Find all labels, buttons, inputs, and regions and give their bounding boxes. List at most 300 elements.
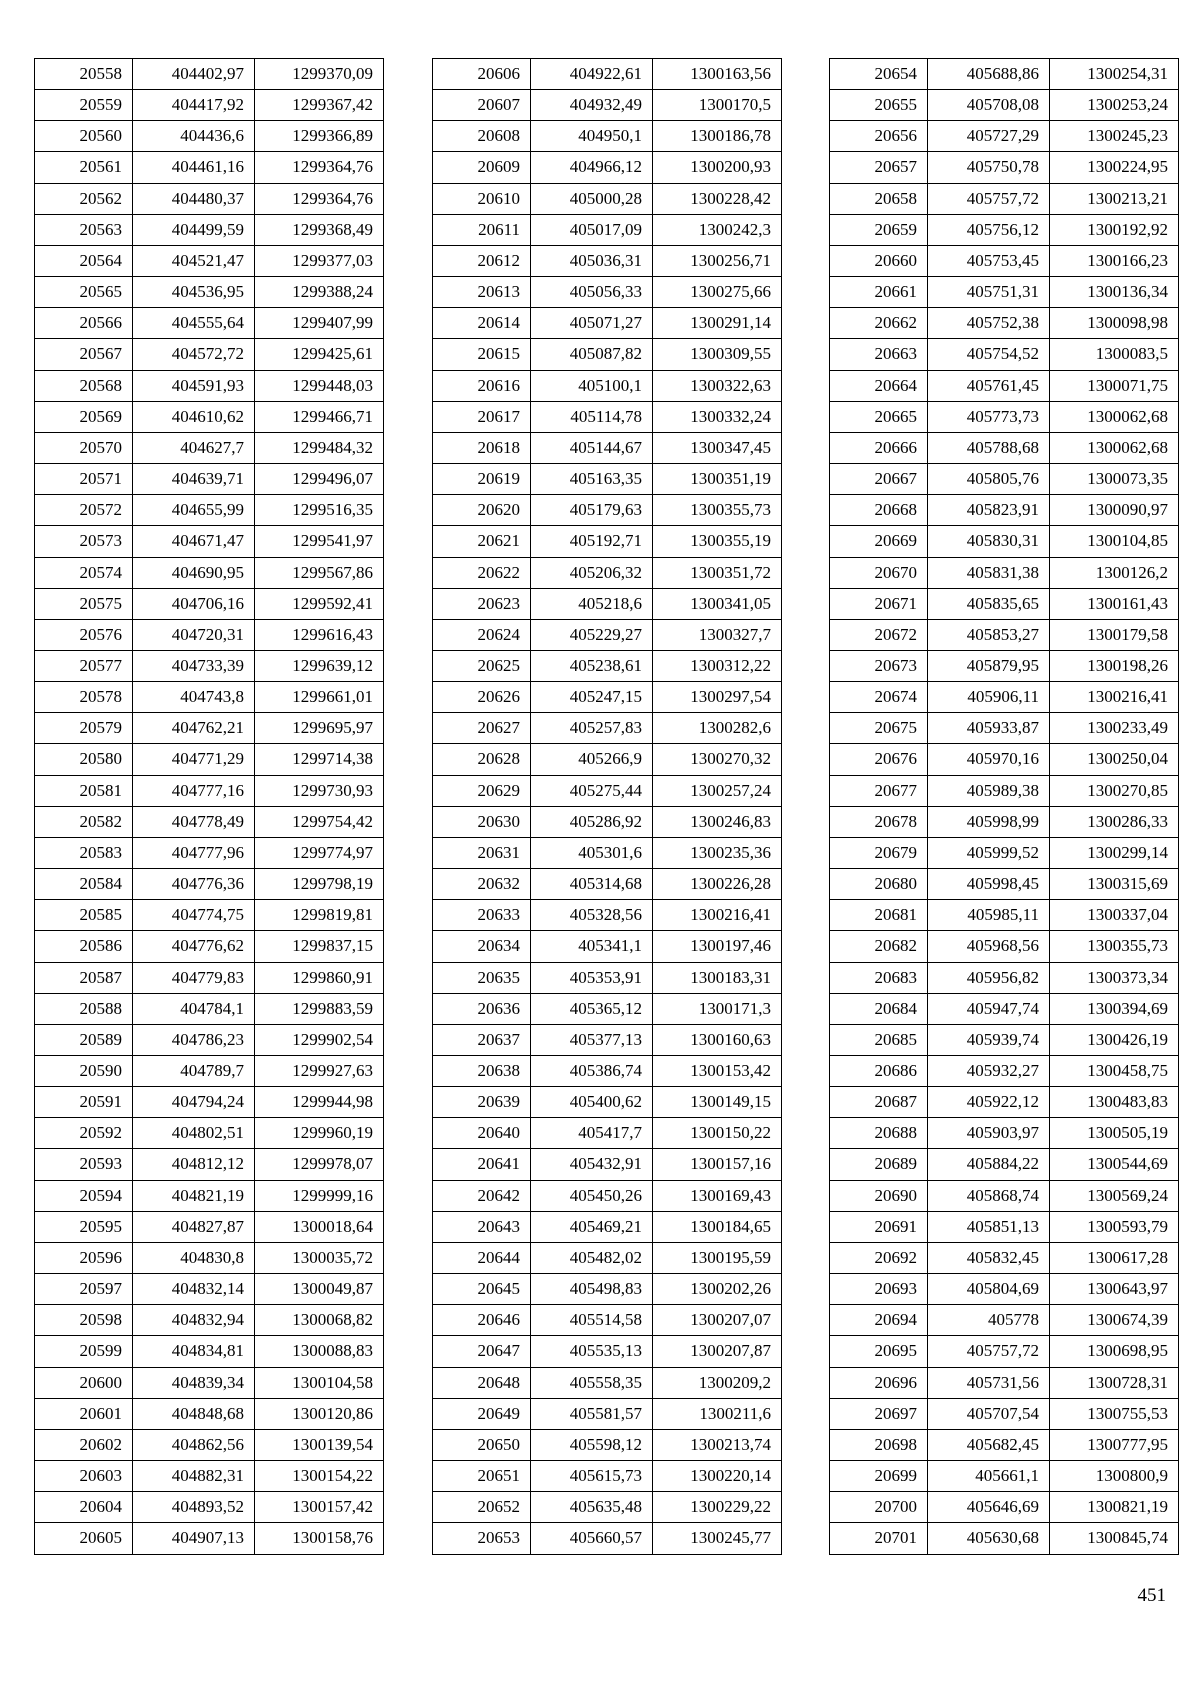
y-coordinate-cell: 1300617,28 — [1050, 1242, 1179, 1273]
y-coordinate-cell: 1299407,99 — [255, 308, 384, 339]
y-coordinate-cell: 1300192,92 — [1050, 214, 1179, 245]
x-coordinate-cell: 405635,48 — [531, 1492, 653, 1523]
x-coordinate-cell: 404882,31 — [133, 1461, 255, 1492]
table-row — [433, 1367, 782, 1398]
point-number-cell: 20610 — [433, 183, 531, 214]
x-coordinate-cell: 405144,67 — [531, 432, 653, 463]
x-coordinate-cell: 405514,58 — [531, 1305, 653, 1336]
x-coordinate-cell: 405707,54 — [928, 1398, 1050, 1429]
x-coordinate-cell: 404591,93 — [133, 370, 255, 401]
y-coordinate-cell: 1300104,85 — [1050, 526, 1179, 557]
point-number-cell: 20653 — [433, 1523, 531, 1554]
y-coordinate-cell: 1299484,32 — [255, 432, 384, 463]
point-number-cell: 20567 — [35, 339, 133, 370]
table-row — [35, 214, 384, 245]
table-row — [830, 1274, 1179, 1305]
point-number-cell: 20669 — [830, 526, 928, 557]
y-coordinate-cell: 1300160,63 — [653, 1024, 782, 1055]
x-coordinate-cell: 404776,62 — [133, 931, 255, 962]
y-coordinate-cell: 1300149,15 — [653, 1087, 782, 1118]
x-coordinate-cell: 405753,45 — [928, 245, 1050, 276]
y-coordinate-cell: 1300643,97 — [1050, 1274, 1179, 1305]
y-coordinate-cell: 1299837,15 — [255, 931, 384, 962]
x-coordinate-cell: 404789,7 — [133, 1056, 255, 1087]
y-coordinate-cell: 1300322,63 — [653, 370, 782, 401]
point-number-cell: 20602 — [35, 1429, 133, 1460]
x-coordinate-cell: 404627,7 — [133, 432, 255, 463]
table-row — [35, 962, 384, 993]
table-row — [830, 432, 1179, 463]
y-coordinate-cell: 1300216,41 — [1050, 682, 1179, 713]
y-coordinate-cell: 1300458,75 — [1050, 1056, 1179, 1087]
y-coordinate-cell: 1300073,35 — [1050, 464, 1179, 495]
coordinates-table-3 — [829, 58, 1179, 1555]
x-coordinate-cell: 404402,97 — [133, 59, 255, 90]
x-coordinate-cell: 405630,68 — [928, 1523, 1050, 1554]
point-number-cell: 20565 — [35, 277, 133, 308]
point-number-cell: 20573 — [35, 526, 133, 557]
point-number-cell: 20588 — [35, 993, 133, 1024]
table-row — [433, 1087, 782, 1118]
table-row — [830, 1180, 1179, 1211]
table-row — [35, 1461, 384, 1492]
y-coordinate-cell: 1300426,19 — [1050, 1024, 1179, 1055]
point-number-cell: 20594 — [35, 1180, 133, 1211]
point-number-cell: 20632 — [433, 869, 531, 900]
y-coordinate-cell: 1300049,87 — [255, 1274, 384, 1305]
point-number-cell: 20601 — [35, 1398, 133, 1429]
table-row — [35, 90, 384, 121]
point-number-cell: 20616 — [433, 370, 531, 401]
table-row — [35, 370, 384, 401]
x-coordinate-cell: 405646,69 — [928, 1492, 1050, 1523]
y-coordinate-cell: 1300018,64 — [255, 1211, 384, 1242]
x-coordinate-cell: 404417,92 — [133, 90, 255, 121]
table-row — [433, 90, 782, 121]
table-row — [35, 744, 384, 775]
point-number-cell: 20583 — [35, 837, 133, 868]
point-number-cell: 20640 — [433, 1118, 531, 1149]
y-coordinate-cell: 1300777,95 — [1050, 1429, 1179, 1460]
point-number-cell: 20642 — [433, 1180, 531, 1211]
point-number-cell: 20613 — [433, 277, 531, 308]
x-coordinate-cell: 405000,28 — [531, 183, 653, 214]
coordinates-table-1 — [34, 58, 384, 1555]
y-coordinate-cell: 1300202,26 — [653, 1274, 782, 1305]
x-coordinate-cell: 404827,87 — [133, 1211, 255, 1242]
point-number-cell: 20646 — [433, 1305, 531, 1336]
table-row — [830, 806, 1179, 837]
point-number-cell: 20580 — [35, 744, 133, 775]
table-row — [830, 993, 1179, 1024]
point-number-cell: 20626 — [433, 682, 531, 713]
y-coordinate-cell: 1300315,69 — [1050, 869, 1179, 900]
y-coordinate-cell: 1300355,73 — [653, 495, 782, 526]
point-number-cell: 20654 — [830, 59, 928, 90]
y-coordinate-cell: 1300309,55 — [653, 339, 782, 370]
point-number-cell: 20603 — [35, 1461, 133, 1492]
x-coordinate-cell: 405823,91 — [928, 495, 1050, 526]
y-coordinate-cell: 1299714,38 — [255, 744, 384, 775]
y-coordinate-cell: 1300169,43 — [653, 1180, 782, 1211]
table-row — [433, 806, 782, 837]
table-row — [35, 1429, 384, 1460]
x-coordinate-cell: 405247,15 — [531, 682, 653, 713]
point-number-cell: 20684 — [830, 993, 928, 1024]
table-row — [433, 308, 782, 339]
x-coordinate-cell: 404821,19 — [133, 1180, 255, 1211]
x-coordinate-cell: 405114,78 — [531, 401, 653, 432]
point-number-cell: 20683 — [830, 962, 928, 993]
x-coordinate-cell: 404812,12 — [133, 1149, 255, 1180]
x-coordinate-cell: 405266,9 — [531, 744, 653, 775]
x-coordinate-cell: 404771,29 — [133, 744, 255, 775]
x-coordinate-cell: 404779,83 — [133, 962, 255, 993]
x-coordinate-cell: 404572,72 — [133, 339, 255, 370]
y-coordinate-cell: 1300297,54 — [653, 682, 782, 713]
y-coordinate-cell: 1299388,24 — [255, 277, 384, 308]
table-row — [35, 1242, 384, 1273]
x-coordinate-cell: 405922,12 — [928, 1087, 1050, 1118]
x-coordinate-cell: 405100,1 — [531, 370, 653, 401]
point-number-cell: 20577 — [35, 650, 133, 681]
point-number-cell: 20620 — [433, 495, 531, 526]
table-row — [35, 245, 384, 276]
table-row — [433, 837, 782, 868]
y-coordinate-cell: 1300253,24 — [1050, 90, 1179, 121]
table-row — [830, 837, 1179, 868]
y-coordinate-cell: 1299860,91 — [255, 962, 384, 993]
point-number-cell: 20696 — [830, 1367, 928, 1398]
table-row — [433, 1492, 782, 1523]
y-coordinate-cell: 1300183,31 — [653, 962, 782, 993]
x-coordinate-cell: 405968,56 — [928, 931, 1050, 962]
point-number-cell: 20574 — [35, 557, 133, 588]
x-coordinate-cell: 404536,95 — [133, 277, 255, 308]
table-row — [830, 1118, 1179, 1149]
table-row — [35, 588, 384, 619]
y-coordinate-cell: 1300062,68 — [1050, 432, 1179, 463]
y-coordinate-cell: 1299616,43 — [255, 619, 384, 650]
table-row — [830, 1523, 1179, 1554]
x-coordinate-cell: 405832,45 — [928, 1242, 1050, 1273]
y-coordinate-cell: 1299730,93 — [255, 775, 384, 806]
x-coordinate-cell: 405087,82 — [531, 339, 653, 370]
x-coordinate-cell: 405688,86 — [928, 59, 1050, 90]
point-number-cell: 20630 — [433, 806, 531, 837]
y-coordinate-cell: 1300728,31 — [1050, 1367, 1179, 1398]
point-number-cell: 20659 — [830, 214, 928, 245]
y-coordinate-cell: 1300505,19 — [1050, 1118, 1179, 1149]
table-row — [433, 214, 782, 245]
y-coordinate-cell: 1300800,9 — [1050, 1461, 1179, 1492]
table-row — [433, 1211, 782, 1242]
table-row — [433, 401, 782, 432]
table-row — [830, 931, 1179, 962]
x-coordinate-cell: 404706,16 — [133, 588, 255, 619]
point-number-cell: 20645 — [433, 1274, 531, 1305]
table-row — [830, 744, 1179, 775]
table-row — [433, 1305, 782, 1336]
y-coordinate-cell: 1299377,03 — [255, 245, 384, 276]
table-row — [35, 1149, 384, 1180]
y-coordinate-cell: 1299819,81 — [255, 900, 384, 931]
x-coordinate-cell: 405903,97 — [928, 1118, 1050, 1149]
x-coordinate-cell: 405328,56 — [531, 900, 653, 931]
x-coordinate-cell: 405615,73 — [531, 1461, 653, 1492]
point-number-cell: 20648 — [433, 1367, 531, 1398]
x-coordinate-cell: 405535,13 — [531, 1336, 653, 1367]
point-number-cell: 20665 — [830, 401, 928, 432]
x-coordinate-cell: 405933,87 — [928, 713, 1050, 744]
table-row — [35, 1180, 384, 1211]
y-coordinate-cell: 1300098,98 — [1050, 308, 1179, 339]
table-row — [830, 1242, 1179, 1273]
point-number-cell: 20612 — [433, 245, 531, 276]
point-number-cell: 20559 — [35, 90, 133, 121]
point-number-cell: 20674 — [830, 682, 928, 713]
x-coordinate-cell: 405939,74 — [928, 1024, 1050, 1055]
x-coordinate-cell: 404907,13 — [133, 1523, 255, 1554]
x-coordinate-cell: 405341,1 — [531, 931, 653, 962]
table-row — [35, 308, 384, 339]
table-row — [35, 183, 384, 214]
y-coordinate-cell: 1300355,73 — [1050, 931, 1179, 962]
table-row — [433, 1056, 782, 1087]
x-coordinate-cell: 404950,1 — [531, 121, 653, 152]
table-row — [35, 1211, 384, 1242]
point-number-cell: 20589 — [35, 1024, 133, 1055]
table-row — [433, 1242, 782, 1273]
point-number-cell: 20685 — [830, 1024, 928, 1055]
table-row — [433, 1429, 782, 1460]
point-number-cell: 20663 — [830, 339, 928, 370]
point-number-cell: 20639 — [433, 1087, 531, 1118]
x-coordinate-cell: 405805,76 — [928, 464, 1050, 495]
y-coordinate-cell: 1300286,33 — [1050, 806, 1179, 837]
point-number-cell: 20609 — [433, 152, 531, 183]
point-number-cell: 20652 — [433, 1492, 531, 1523]
y-coordinate-cell: 1300312,22 — [653, 650, 782, 681]
point-number-cell: 20688 — [830, 1118, 928, 1149]
y-coordinate-cell: 1300209,2 — [653, 1367, 782, 1398]
point-number-cell: 20631 — [433, 837, 531, 868]
table-row — [433, 1180, 782, 1211]
point-number-cell: 20615 — [433, 339, 531, 370]
x-coordinate-cell: 405853,27 — [928, 619, 1050, 650]
table-row — [830, 650, 1179, 681]
y-coordinate-cell: 1300171,3 — [653, 993, 782, 1024]
point-number-cell: 20582 — [35, 806, 133, 837]
y-coordinate-cell: 1300213,21 — [1050, 183, 1179, 214]
point-number-cell: 20670 — [830, 557, 928, 588]
point-number-cell: 20693 — [830, 1274, 928, 1305]
table-row — [830, 1398, 1179, 1429]
x-coordinate-cell: 405932,27 — [928, 1056, 1050, 1087]
point-number-cell: 20597 — [35, 1274, 133, 1305]
table-row — [830, 464, 1179, 495]
point-number-cell: 20560 — [35, 121, 133, 152]
y-coordinate-cell: 1300246,83 — [653, 806, 782, 837]
y-coordinate-cell: 1299516,35 — [255, 495, 384, 526]
x-coordinate-cell: 404776,36 — [133, 869, 255, 900]
y-coordinate-cell: 1299798,19 — [255, 869, 384, 900]
point-number-cell: 20633 — [433, 900, 531, 931]
table-row — [35, 837, 384, 868]
table-row — [35, 713, 384, 744]
x-coordinate-cell: 405778 — [928, 1305, 1050, 1336]
y-coordinate-cell: 1299541,97 — [255, 526, 384, 557]
point-number-cell: 20690 — [830, 1180, 928, 1211]
table-row — [433, 495, 782, 526]
y-coordinate-cell: 1300179,58 — [1050, 619, 1179, 650]
table-row — [433, 1398, 782, 1429]
table-row — [433, 339, 782, 370]
point-number-cell: 20649 — [433, 1398, 531, 1429]
x-coordinate-cell: 405286,92 — [531, 806, 653, 837]
table-row — [830, 1024, 1179, 1055]
y-coordinate-cell: 1299774,97 — [255, 837, 384, 868]
table-row — [35, 1398, 384, 1429]
point-number-cell: 20691 — [830, 1211, 928, 1242]
y-coordinate-cell: 1299370,09 — [255, 59, 384, 90]
y-coordinate-cell: 1300674,39 — [1050, 1305, 1179, 1336]
point-number-cell: 20679 — [830, 837, 928, 868]
point-number-cell: 20681 — [830, 900, 928, 931]
point-number-cell: 20617 — [433, 401, 531, 432]
y-coordinate-cell: 1300207,87 — [653, 1336, 782, 1367]
table-row — [35, 1305, 384, 1336]
point-number-cell: 20575 — [35, 588, 133, 619]
y-coordinate-cell: 1300355,19 — [653, 526, 782, 557]
table-row — [35, 869, 384, 900]
table-row — [433, 245, 782, 276]
point-number-cell: 20686 — [830, 1056, 928, 1087]
point-number-cell: 20660 — [830, 245, 928, 276]
point-number-cell: 20662 — [830, 308, 928, 339]
x-coordinate-cell: 404966,12 — [531, 152, 653, 183]
point-number-cell: 20687 — [830, 1087, 928, 1118]
y-coordinate-cell: 1300229,22 — [653, 1492, 782, 1523]
x-coordinate-cell: 405598,12 — [531, 1429, 653, 1460]
table-row — [830, 214, 1179, 245]
x-coordinate-cell: 405365,12 — [531, 993, 653, 1024]
x-coordinate-cell: 404671,47 — [133, 526, 255, 557]
x-coordinate-cell: 405947,74 — [928, 993, 1050, 1024]
table-row — [830, 713, 1179, 744]
y-coordinate-cell: 1300158,76 — [255, 1523, 384, 1554]
x-coordinate-cell: 404832,14 — [133, 1274, 255, 1305]
x-coordinate-cell: 405498,83 — [531, 1274, 653, 1305]
y-coordinate-cell: 1300104,58 — [255, 1367, 384, 1398]
table-row — [433, 1523, 782, 1554]
x-coordinate-cell: 405056,33 — [531, 277, 653, 308]
point-number-cell: 20643 — [433, 1211, 531, 1242]
x-coordinate-cell: 405558,35 — [531, 1367, 653, 1398]
y-coordinate-cell: 1299960,19 — [255, 1118, 384, 1149]
y-coordinate-cell: 1300270,32 — [653, 744, 782, 775]
x-coordinate-cell: 405218,6 — [531, 588, 653, 619]
y-coordinate-cell: 1299639,12 — [255, 650, 384, 681]
point-number-cell: 20692 — [830, 1242, 928, 1273]
point-number-cell: 20611 — [433, 214, 531, 245]
point-number-cell: 20644 — [433, 1242, 531, 1273]
table-row — [830, 1461, 1179, 1492]
y-coordinate-cell: 1300163,56 — [653, 59, 782, 90]
y-coordinate-cell: 1300213,74 — [653, 1429, 782, 1460]
table-row — [830, 277, 1179, 308]
y-coordinate-cell: 1299592,41 — [255, 588, 384, 619]
y-coordinate-cell: 1300347,45 — [653, 432, 782, 463]
table-row — [35, 900, 384, 931]
point-number-cell: 20600 — [35, 1367, 133, 1398]
point-number-cell: 20579 — [35, 713, 133, 744]
point-number-cell: 20661 — [830, 277, 928, 308]
table-row — [830, 495, 1179, 526]
y-coordinate-cell: 1299364,76 — [255, 152, 384, 183]
table-row — [433, 464, 782, 495]
point-number-cell: 20651 — [433, 1461, 531, 1492]
x-coordinate-cell: 405179,63 — [531, 495, 653, 526]
point-number-cell: 20581 — [35, 775, 133, 806]
y-coordinate-cell: 1299364,76 — [255, 183, 384, 214]
point-number-cell: 20606 — [433, 59, 531, 90]
y-coordinate-cell: 1299496,07 — [255, 464, 384, 495]
point-number-cell: 20585 — [35, 900, 133, 931]
point-number-cell: 20570 — [35, 432, 133, 463]
y-coordinate-cell: 1300062,68 — [1050, 401, 1179, 432]
x-coordinate-cell: 405835,65 — [928, 588, 1050, 619]
x-coordinate-cell: 405192,71 — [531, 526, 653, 557]
point-number-cell: 20595 — [35, 1211, 133, 1242]
point-number-cell: 20673 — [830, 650, 928, 681]
x-coordinate-cell: 404461,16 — [133, 152, 255, 183]
x-coordinate-cell: 405752,38 — [928, 308, 1050, 339]
y-coordinate-cell: 1300351,72 — [653, 557, 782, 588]
y-coordinate-cell: 1300068,82 — [255, 1305, 384, 1336]
point-number-cell: 20587 — [35, 962, 133, 993]
point-number-cell: 20566 — [35, 308, 133, 339]
x-coordinate-cell: 404436,6 — [133, 121, 255, 152]
y-coordinate-cell: 1299661,01 — [255, 682, 384, 713]
y-coordinate-cell: 1300157,42 — [255, 1492, 384, 1523]
y-coordinate-cell: 1300153,42 — [653, 1056, 782, 1087]
y-coordinate-cell: 1300088,83 — [255, 1336, 384, 1367]
y-coordinate-cell: 1299448,03 — [255, 370, 384, 401]
x-coordinate-cell: 404499,59 — [133, 214, 255, 245]
table-row — [830, 90, 1179, 121]
table-row — [830, 1056, 1179, 1087]
x-coordinate-cell: 404893,52 — [133, 1492, 255, 1523]
point-number-cell: 20666 — [830, 432, 928, 463]
table-row — [433, 152, 782, 183]
x-coordinate-cell: 405851,13 — [928, 1211, 1050, 1242]
x-coordinate-cell: 405727,29 — [928, 121, 1050, 152]
point-number-cell: 20680 — [830, 869, 928, 900]
y-coordinate-cell: 1300351,19 — [653, 464, 782, 495]
point-number-cell: 20667 — [830, 464, 928, 495]
x-coordinate-cell: 405036,31 — [531, 245, 653, 276]
y-coordinate-cell: 1300845,74 — [1050, 1523, 1179, 1554]
x-coordinate-cell: 404786,23 — [133, 1024, 255, 1055]
y-coordinate-cell: 1300544,69 — [1050, 1149, 1179, 1180]
y-coordinate-cell: 1300233,49 — [1050, 713, 1179, 744]
x-coordinate-cell: 404834,81 — [133, 1336, 255, 1367]
y-coordinate-cell: 1300166,23 — [1050, 245, 1179, 276]
x-coordinate-cell: 404830,8 — [133, 1242, 255, 1273]
x-coordinate-cell: 405906,11 — [928, 682, 1050, 713]
point-number-cell: 20675 — [830, 713, 928, 744]
